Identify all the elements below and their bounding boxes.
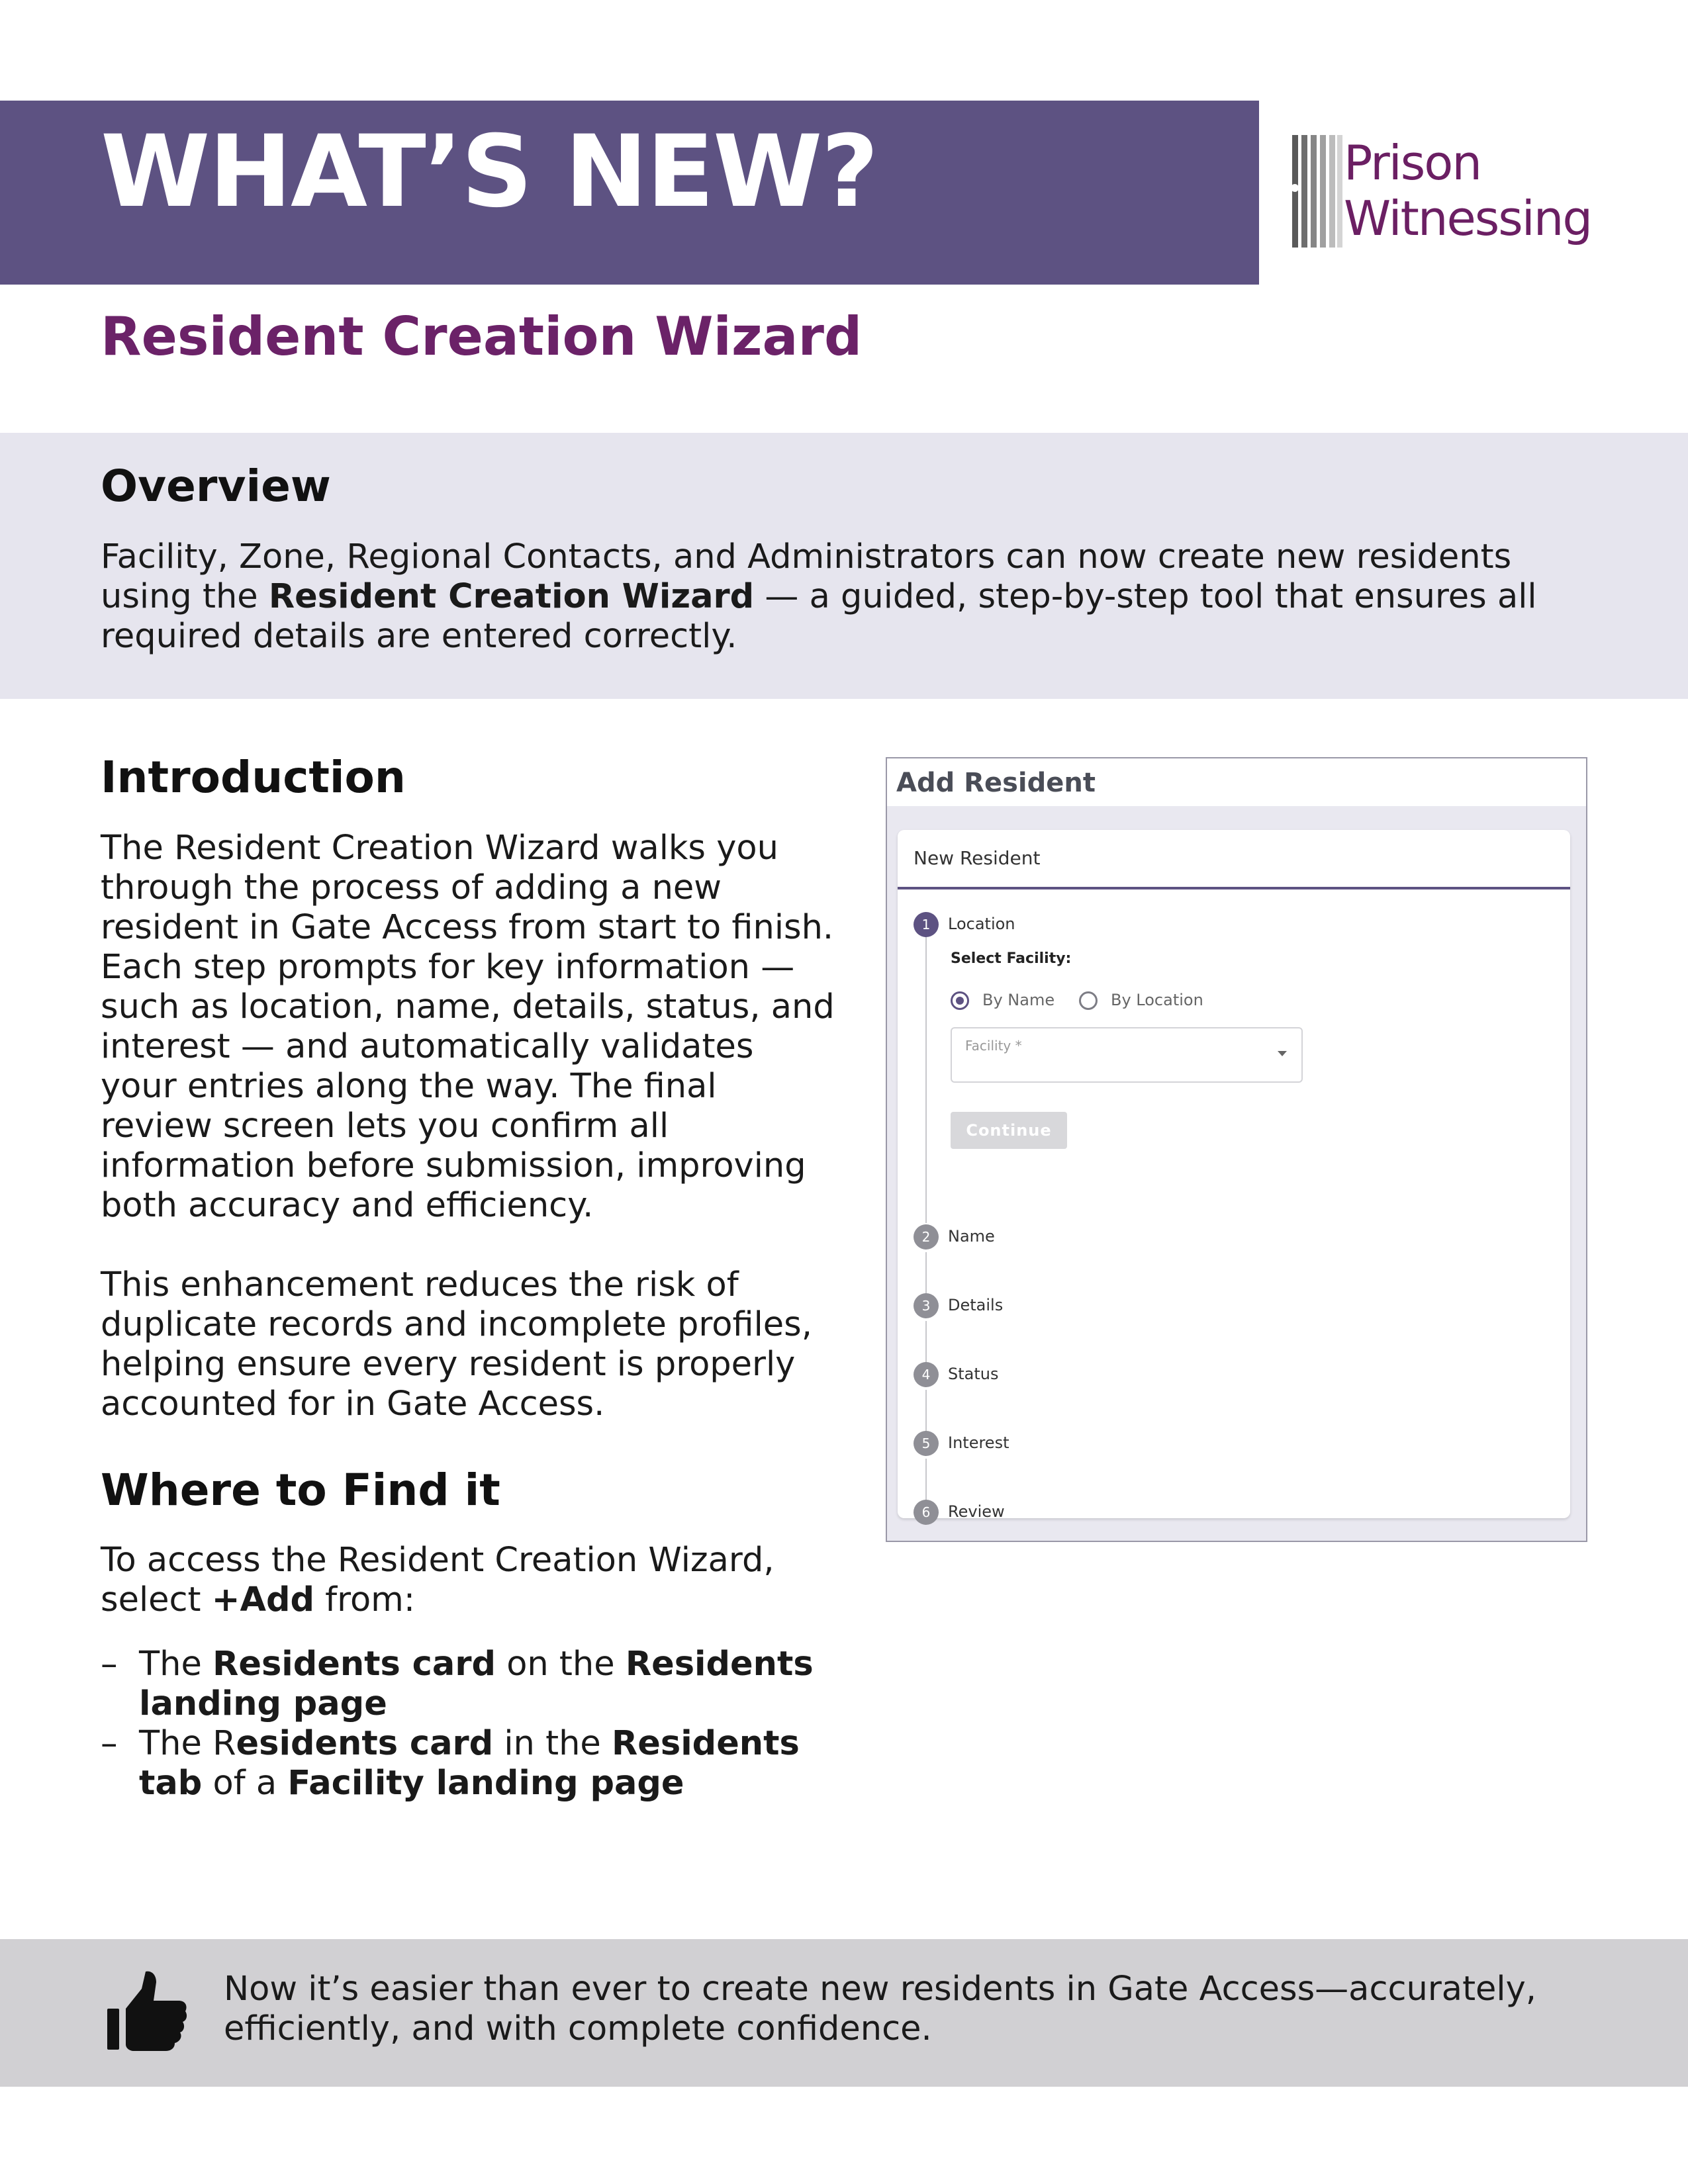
add-resident-screenshot: [886, 757, 1587, 1542]
radio-by-location[interactable]: [1079, 991, 1098, 1010]
select-facility-label: Select Facility:: [951, 950, 1072, 967]
step-label: Review: [948, 1502, 1005, 1521]
overview-text-part: Facility, Zone, Regional Contacts, and Administrators can now create new residents using the: [101, 537, 1512, 616]
logo-bars-icon: [1292, 135, 1342, 248]
step-number: 1: [914, 912, 939, 937]
radio-by-name[interactable]: [951, 991, 969, 1010]
stepper-line: [925, 1252, 927, 1296]
step-label: Interest: [948, 1433, 1009, 1452]
introduction-para-2: This enhancement reduces the risk of duplicate records and incomplete profiles, helping ensure every resident is properly accounted for in Gate Access.: [101, 1265, 812, 1424]
list-bold: Residents landing page: [139, 1645, 814, 1723]
where-list: [101, 1645, 835, 1803]
wizard-card: [898, 830, 1570, 1521]
step-number: 4: [914, 1362, 939, 1387]
list-bold: Facility landing page: [287, 1764, 684, 1803]
overview-text-bold: Resident Creation Wizard: [268, 577, 755, 616]
step-number: 2: [914, 1224, 939, 1250]
list-bold: Residents card: [212, 1645, 496, 1684]
where-intro-part: from:: [314, 1580, 416, 1619]
overview-heading: Overview: [101, 461, 331, 512]
radio-by-name-label: By Name: [982, 991, 1055, 1009]
facility-placeholder: Facility *: [965, 1038, 1022, 1054]
new-resident-label: New Resident: [914, 847, 1041, 869]
stepper-line: [925, 1459, 927, 1502]
wizard-card-header: [898, 830, 1570, 889]
step-label: Status: [948, 1365, 999, 1383]
list-bold: Residents tab: [139, 1724, 800, 1803]
step-number: 6: [914, 1500, 939, 1525]
where-intro: [101, 1541, 835, 1620]
continue-button[interactable]: Continue: [951, 1112, 1067, 1149]
introduction-heading: Introduction: [101, 752, 406, 803]
panel-title: Add Resident: [896, 768, 1096, 798]
logo-text: [1344, 135, 1591, 246]
thumbs-up-icon: [103, 1969, 189, 2055]
list-text: in the: [493, 1724, 612, 1763]
logo-line-2: Witnessing: [1344, 191, 1592, 246]
step-number: 5: [914, 1431, 939, 1456]
where-intro-bold: +Add: [211, 1580, 314, 1619]
prison-witnessing-logo: [1292, 132, 1603, 251]
list-text: of a: [202, 1764, 288, 1803]
where-intro-part: To access the Resident Creation Wizard, select: [101, 1541, 774, 1619]
banner-title: WHAT’S NEW?: [101, 114, 878, 230]
list-item: – The Residents card in the Residents tab of a Facility landing page: [101, 1724, 800, 1803]
facility-select[interactable]: [951, 1027, 1303, 1083]
panel-header: [887, 758, 1586, 806]
step-number: 3: [914, 1293, 939, 1318]
where-heading: Where to Find it: [101, 1465, 500, 1516]
step-label: Name: [948, 1227, 995, 1246]
list-text: The R: [139, 1724, 236, 1763]
list-bold: esidents card: [236, 1724, 494, 1763]
list-text: on the: [495, 1645, 626, 1684]
overview-text: [101, 537, 1597, 657]
step-label: Details: [948, 1296, 1004, 1314]
stepper-line: [925, 1321, 927, 1365]
radio-by-location-label: By Location: [1111, 991, 1203, 1009]
introduction-para-1: The Resident Creation Wizard walks you through the process of adding a new resident in Gate Access from start to finish. Each step prompts for key information — such as location, name, details, status, and interest — and automatically validates your entries along the way. The final review screen lets you confirm all information before submission, improving both accuracy and efficiency.: [101, 829, 835, 1225]
footer-text: Now it’s easier than ever to create new residents in Gate Access—accurately, efficiently, and with complete confidence.: [224, 1970, 1536, 2048]
stepper-line: [925, 937, 927, 1223]
overview-text-part: — a guided, step-by-step tool that ensures all required details are entered correctly.: [101, 577, 1537, 656]
caret-down-icon: [1278, 1051, 1287, 1056]
list-item: – The Residents card on the Residents landing page: [101, 1645, 814, 1723]
list-text: The: [139, 1645, 213, 1684]
step-label: Location: [948, 915, 1015, 933]
page-subtitle: Resident Creation Wizard: [101, 306, 863, 367]
stepper-line: [925, 1390, 927, 1433]
logo-line-1: Prison: [1344, 135, 1481, 191]
